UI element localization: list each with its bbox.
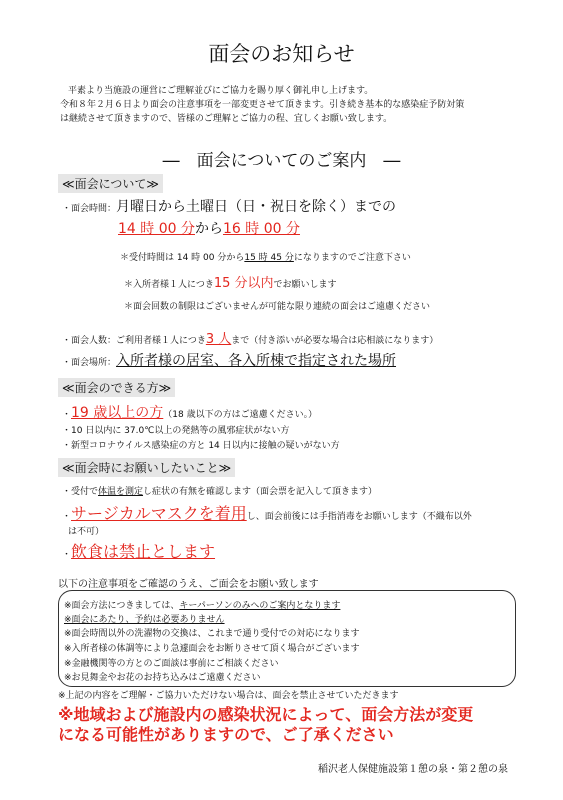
temperature-text: ・受付で bbox=[62, 487, 99, 497]
visit-place-value: 入所者様の居室、各入所棟で指定された場所 bbox=[116, 353, 397, 369]
food-request bbox=[62, 539, 215, 562]
visit-time-row bbox=[62, 196, 396, 216]
visit-place-row bbox=[62, 350, 396, 370]
note-keyperson-value: キーパーソンのみへのご案内となります bbox=[179, 601, 341, 611]
note-no-reservation: ※面会にあたり、予約は必要ありません bbox=[64, 615, 225, 625]
mask-note-cont: は不可） bbox=[68, 527, 105, 537]
frequency-note: ＊面会回数の制限はございませんが可能な限り連続の面会はご遠慮ください bbox=[124, 302, 431, 312]
note-laundry: ※面会時間以外の洗濯物の交換は、これまで通り受付での対応になります bbox=[64, 629, 360, 639]
note-gifts: ※お見舞金やお花のお持ち込みはご遠慮ください bbox=[64, 673, 261, 683]
bullet: ・ bbox=[62, 410, 72, 420]
bullet: ・ bbox=[62, 550, 72, 560]
reception-deadline: 15 時 45 分 bbox=[244, 253, 294, 263]
mask-note: し、面会前後には手指消毒をお願いします（不織布以外 bbox=[246, 512, 472, 522]
visitor-count-label: ・面会人数： bbox=[62, 336, 117, 346]
section-header-requests: ≪面会時にお願いしたいこと≫ bbox=[58, 458, 235, 477]
intro-line-2: 令和８年２月６日より面会の注意事項を一部変更させて頂きます。引き続き基本的な感染症予防対策 bbox=[60, 100, 465, 110]
note-financial: ※金融機関等の方とのご面談は事前にご相談ください bbox=[64, 659, 279, 669]
bullet: ・ bbox=[62, 512, 72, 522]
visit-time-label: ・面会時間： bbox=[62, 204, 117, 214]
duration-limit: 15 分以内 bbox=[213, 276, 274, 291]
warning-line-2: になる可能性がありますので、ご了承ください bbox=[58, 725, 394, 744]
fever-requirement: ・10 日以内に 37.0℃以上の発熱等の風邪症状がない方 bbox=[62, 426, 290, 436]
visit-time-from: 14 時 00 分 bbox=[118, 221, 195, 237]
facility-name: 稲沢老人保健施設第１憩の泉・第２憩の泉 bbox=[318, 764, 508, 775]
intro-line-1: 平素より当施設の運営にご理解並びにご協力を賜り厚く御礼申し上げます。 bbox=[68, 86, 374, 96]
mask-requirement: サージカルマスクを着用 bbox=[71, 504, 247, 523]
note-refusal: ※入所者様の体調等により急遽面会をお断りさせて頂く場合がございます bbox=[64, 644, 360, 654]
prohibit-text: ※上記の内容をご理解・ご協力いただけない場合は、面会を禁止させていただきます bbox=[58, 691, 399, 701]
visitor-count-text: ご利用者様１人につき bbox=[116, 336, 206, 346]
reception-note-text: ＊受付時間は 14 時 00 分から bbox=[120, 253, 245, 263]
visitor-count-note: まで（付き添いが必要な場合は応相談になります） bbox=[231, 336, 439, 346]
temperature-request bbox=[62, 484, 377, 497]
food-prohibited: 飲食は禁止とします bbox=[71, 542, 216, 561]
age-requirement-note: （18 歳以下の方はご遠慮ください。） bbox=[163, 410, 318, 420]
mask-request bbox=[62, 501, 472, 524]
visitor-count-row bbox=[62, 328, 438, 347]
reception-note-end: になりますのでご注意下さい bbox=[293, 253, 411, 263]
visitor-count-value: 3 人 bbox=[205, 332, 232, 347]
temperature-note: し症状の有無を確認します（面会票を記入して頂きます） bbox=[143, 487, 378, 497]
temperature-check: 体温を測定 bbox=[98, 487, 144, 497]
warning-line-1: ※地域および施設内の感染状況によって、面会方法が変更 bbox=[58, 705, 474, 724]
page-title: 面会のお知らせ bbox=[208, 42, 355, 66]
confirm-text: 以下の注意事項をご確認のうえ、ご面会をお願い致します bbox=[58, 579, 319, 590]
reception-note bbox=[120, 250, 411, 263]
section-subtitle: ― 面会についてのご案内 ― bbox=[162, 151, 401, 171]
visit-time-mid: から bbox=[194, 221, 223, 237]
age-requirement-value: 19 歳以上の方 bbox=[71, 405, 164, 421]
intro-line-3: は継続させて頂きますので、皆様のご理解とご協力の程、宜しくお願い致します。 bbox=[60, 114, 393, 124]
duration-note bbox=[124, 272, 337, 291]
section-header-eligible: ≪面会のできる方≫ bbox=[58, 378, 175, 397]
visit-hours bbox=[118, 218, 300, 238]
visit-time-to: 16 時 00 分 bbox=[222, 221, 300, 237]
duration-note-end: でお願いします bbox=[273, 280, 337, 290]
note-keyperson-text: ※面会方法につきましては、 bbox=[64, 601, 180, 611]
visit-days: 月曜日から土曜日（日・祝日を除く）までの bbox=[116, 199, 397, 215]
note-keyperson bbox=[64, 598, 340, 611]
age-requirement bbox=[62, 402, 317, 422]
section-header-visit: ≪面会について≫ bbox=[58, 174, 163, 193]
duration-note-text: ＊入所者様１人につき bbox=[124, 280, 214, 290]
visit-place-label: ・面会場所： bbox=[62, 358, 117, 368]
covid-requirement: ・新型コロナウイルス感染症の方と 14 日以内に接触の疑いがない方 bbox=[62, 441, 340, 451]
